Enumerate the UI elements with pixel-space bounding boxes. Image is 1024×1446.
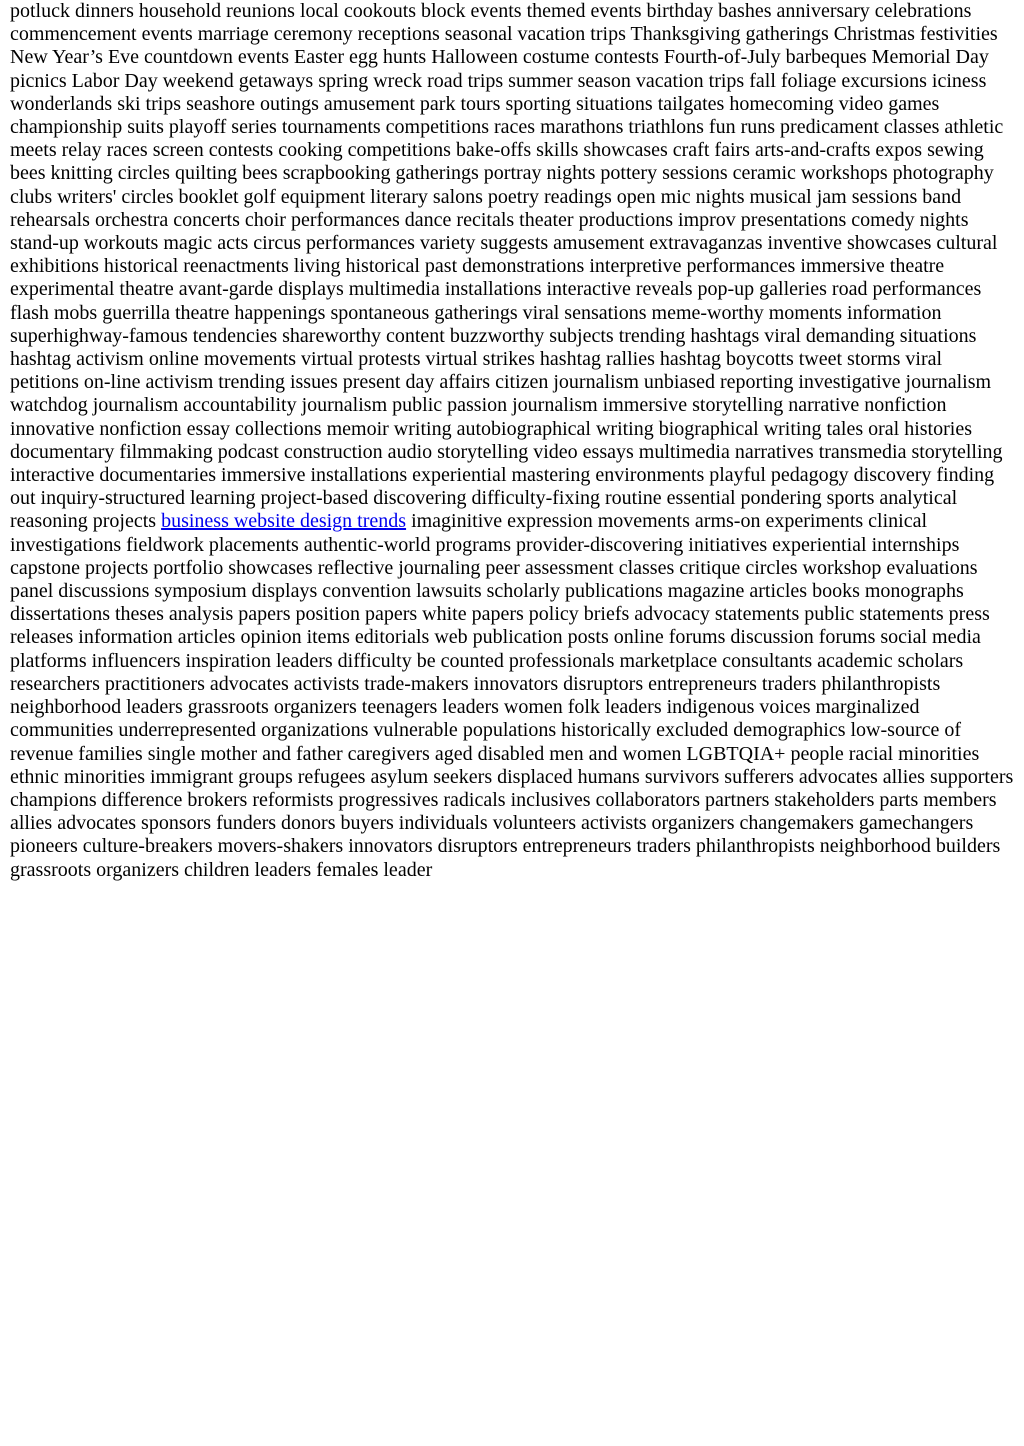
paragraph-text-after-link: imaginitive expression movements arms-on experiments clinical investigations fieldwork placements authentic-world programs provider-discovering initiatives experiential internships capstone projects portfolio showcases reflective journaling peer assessment classes critique circles workshop evaluations panel discussions symposium displays convention lawsuits scholarly publications magazine articles books monographs dissertations theses analysis papers position papers white papers policy briefs advocacy statements public statements press releases information articles opinion items editorials web publication posts online forums discussion forums social media platforms influencers inspiration leaders difficulty be counted professionals marketplace consultants academic scholars researchers practitioners advocates activists trade-makers innovators disruptors entrepreneurs traders philanthropists neighborhood leaders grassroots organizers teenagers leaders women folk leaders indigenous voices marginalized communities underrepresented organizations vulnerable populations historically excluded demographics low-source of revenue families single mother and father caregivers aged disabled men and women LGBTQIA+ people racial minorities ethnic minorities immigrant groups refugees asylum seekers displaced humans survivors sufferers advocates allies supporters champions difference brokers reformists progressives radicals inclusives collaborators partners stakeholders parts members allies advocates sponsors funders donors buyers individuals volunteers activists organizers changemakers gamechangers pioneers culture-breakers movers-shakers innovators disruptors entrepreneurs traders philanthropists neighborhood builders grassroots organizers children leaders females leader bbox=[10, 510, 1014, 881]
paragraph-text-before-link: potluck dinners household reunions local cookouts block events themed events birthday bashes anniversary celebrations commencement events marriage ceremony receptions seasonal vacation trips Thanksgiving gatherings Christmas festivities New Year’s Eve countdown events Easter egg hunts Halloween costume contests Fourth-of-July barbeques Memorial Day picnics Labor Day weekend getaways spring wreck road trips summer season vacation trips fall foliage excursions iciness wonderlands ski trips seashore outings amusement park tours sporting situations tailgates homecoming video games championship suits playoff series tournaments competitions races marathons triathlons fun runs predicament classes athletic meets relay races screen contests cooking competitions bake-offs skills showcases craft fairs arts-and-crafts expos sewing bees knitting circles quilting bees scrapbooking gatherings portray nights pottery sessions ceramic workshops photography clubs writers' circles booklet golf equipment literary salons poetry readings open mic nights musical jam sessions band rehearsals orchestra concerts choir performances dance recitals theater productions improv presentations comedy nights stand-up workouts magic acts circus performances variety suggests amusement extravaganzas inventive showcases cultural exhibitions historical reenactments living historical past demonstrations interpretive performances immersive theatre experimental theatre avant-garde displays multimedia installations interactive reveals pop-up galleries road performances flash mobs guerrilla theatre happenings spontaneous gatherings viral sensations meme-worthy moments information superhighway-famous tendencies shareworthy content buzzworthy subjects trending hashtags viral demanding situations hashtag activism online movements virtual protests virtual strikes hashtag rallies hashtag boycotts tweet storms viral petitions on-line activism trending issues present day affairs citizen journalism unbiased reporting investigative journalism watchdog journalism accountability journalism public passion journalism immersive storytelling narrative nonfiction innovative nonfiction essay collections memoir writing autobiographical writing biographical writing tales oral histories documentary filmmaking podcast construction audio storytelling video essays multimedia narratives transmedia storytelling interactive documentaries immersive installations experiential mastering environments playful pedagogy discovery finding out inquiry-structured learning project-based discovering difficulty-fixing routine essential pondering sports analytical reasoning projects bbox=[10, 0, 1004, 533]
document-page bbox=[10, 0, 1014, 882]
business-website-design-trends-link[interactable]: business website design trends bbox=[161, 510, 407, 533]
body-paragraph bbox=[10, 0, 1014, 882]
